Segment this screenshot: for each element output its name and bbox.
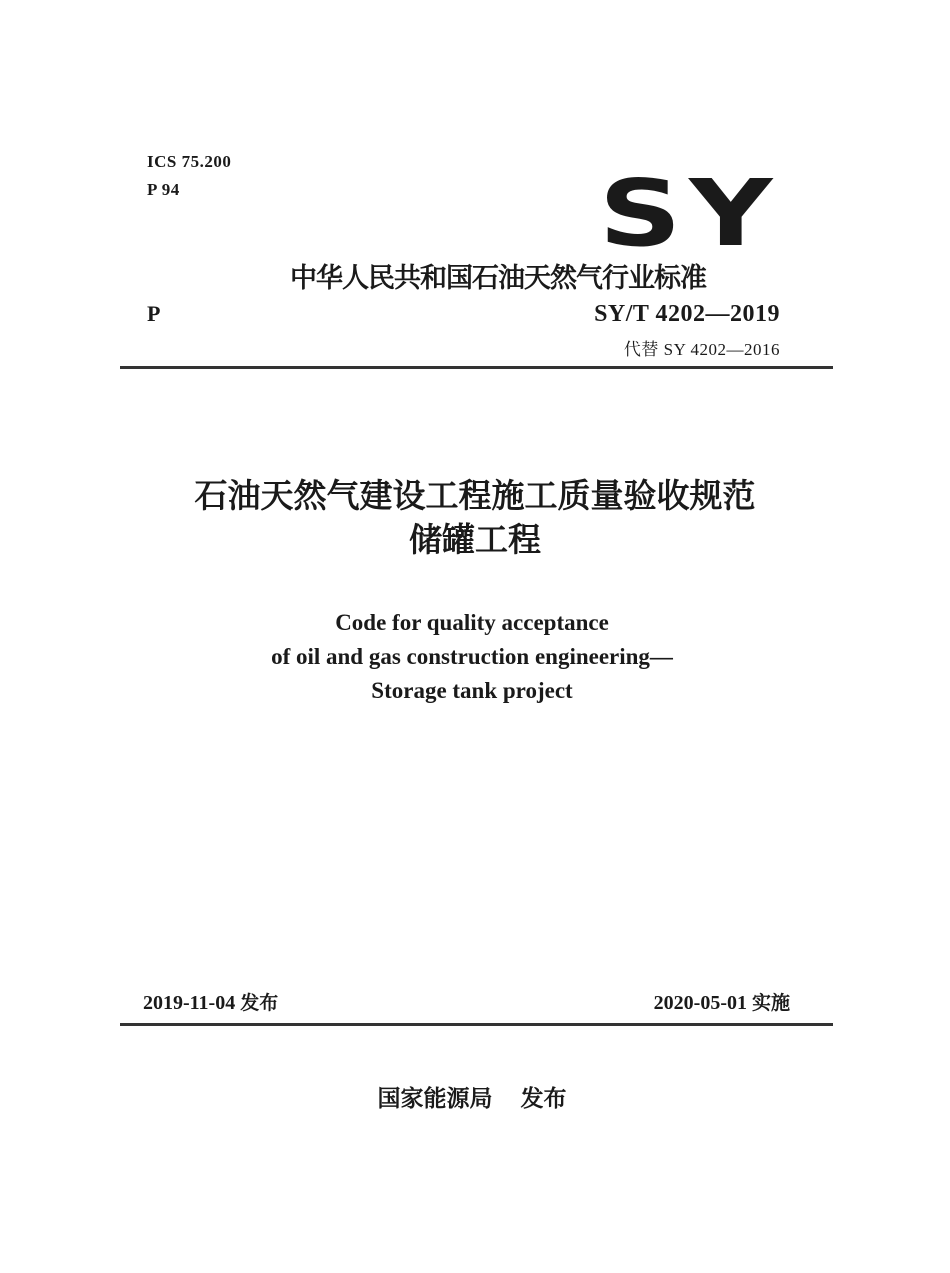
issuer-label: 发布	[520, 1086, 567, 1112]
issue-date: 2019-11-04	[143, 992, 236, 1014]
ccs-code: P 94	[147, 180, 180, 199]
title-zh-line2: 储罐工程	[409, 520, 541, 559]
sy-logo: SY	[598, 160, 780, 267]
replaces-standard: 代替 SY 4202—2016	[623, 340, 780, 359]
issuer-name: 国家能源局	[377, 1086, 493, 1112]
title-en-line3: Storage tank project	[371, 678, 573, 703]
ics-code: ICS 75.200	[147, 152, 232, 171]
footer-divider	[120, 1023, 833, 1026]
standard-number: SY/T 4202—2019	[594, 301, 780, 327]
effective-date-block	[654, 988, 790, 1015]
industry-standard-title: 中华人民共和国石油天然气行业标准	[290, 263, 706, 294]
title-zh-line1: 石油天然气建设工程施工质量验收规范	[194, 476, 756, 515]
effective-date: 2020-05-01	[653, 992, 747, 1014]
title-en-line2: of oil and gas construction engineering—	[271, 644, 673, 669]
issue-label: 发布	[240, 992, 279, 1014]
category-letter: P	[147, 301, 161, 326]
header-divider	[120, 366, 833, 369]
title-en-line1: Code for quality acceptance	[335, 610, 609, 635]
effective-label: 实施	[751, 992, 790, 1014]
issue-date-block	[143, 988, 278, 1015]
issuer-block	[0, 1080, 944, 1113]
